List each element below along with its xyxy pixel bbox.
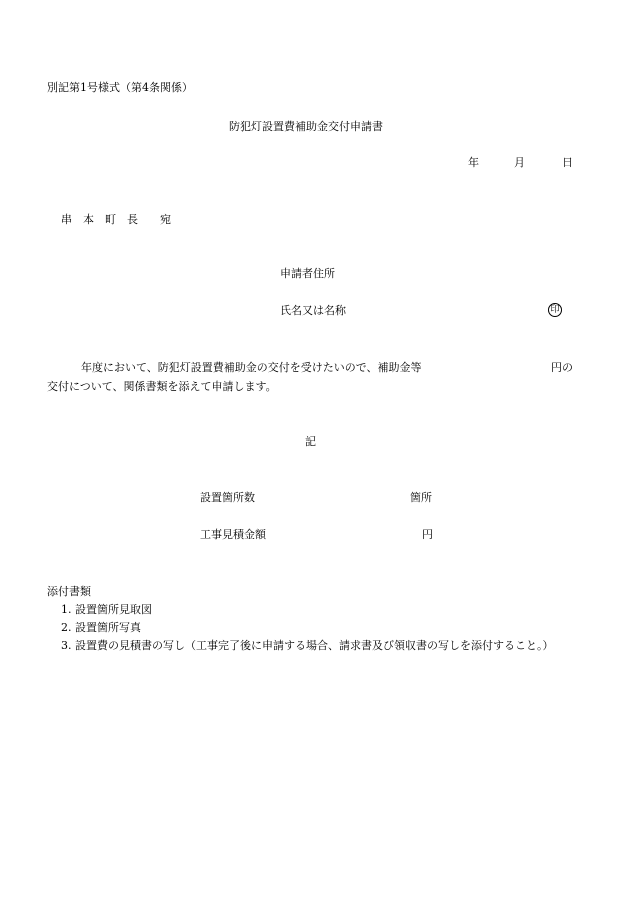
attachment-item-2: 2. 設置箇所写真 <box>61 621 141 634</box>
install-count-label: 設置箇所数 <box>200 491 255 504</box>
ki-marker: 記 <box>305 435 316 448</box>
attachments-heading: 添付書類 <box>47 585 91 598</box>
addressee: 串 本 町 長 宛 <box>61 213 171 226</box>
body-line-1-amount-unit: 円の <box>551 361 573 374</box>
applicant-address-label: 申請者住所 <box>280 267 335 280</box>
seal-mark: 印 <box>548 303 562 317</box>
attachment-item-1: 1. 設置箇所見取図 <box>61 603 152 616</box>
cost-estimate-label: 工事見積金額 <box>200 528 266 541</box>
install-count-unit: 箇所 <box>410 491 432 504</box>
date-year: 年 <box>468 156 479 169</box>
applicant-name-label: 氏名又は名称 <box>280 304 346 317</box>
form-header: 別記第1号様式（第4条関係） <box>47 81 193 94</box>
body-line-2: 交付について、関係書類を添えて申請します。 <box>47 380 277 393</box>
document-title: 防犯灯設置費補助金交付申請書 <box>229 120 383 133</box>
cost-estimate-unit: 円 <box>422 528 433 541</box>
attachment-item-3: 3. 設置費の見積書の写し（工事完了後に申請する場合、請求書及び領収書の写しを添付すること。） <box>61 639 554 652</box>
date-day: 日 <box>562 156 573 169</box>
body-line-1-text: 年度において、防犯灯設置費補助金の交付を受けたいので、補助金等 <box>81 361 422 374</box>
date-month: 月 <box>514 156 525 169</box>
